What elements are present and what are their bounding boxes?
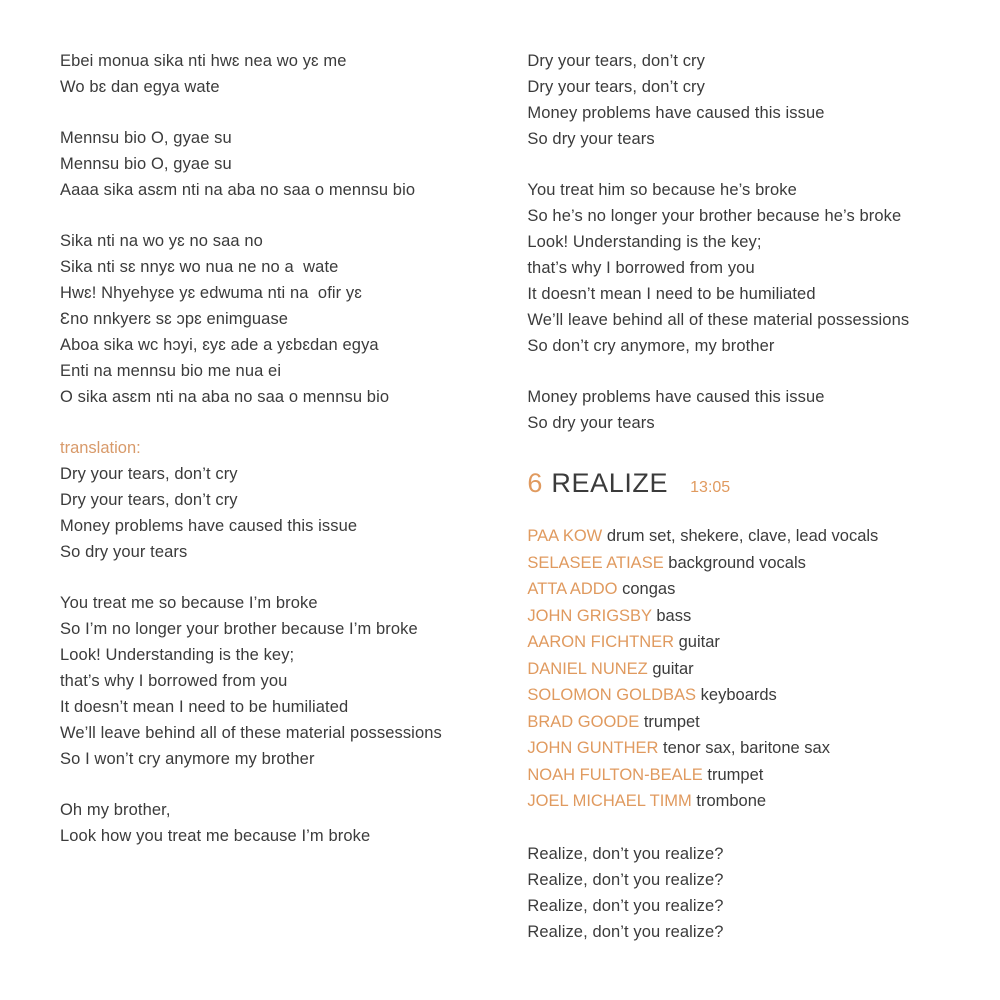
lyric-line: We’ll leave behind all of these material possessions [527,311,910,329]
lyrics-stanza [60,228,455,410]
translation-label: translation: [60,439,141,457]
credit-row [527,682,940,709]
lyric-line: Realize, don’t you realize? [527,922,724,941]
track-number: 6 [527,468,543,498]
lyric-line: Money problems have caused this issue [527,388,825,406]
lyric-line: Enti na mennsu bio me nua ei [60,362,282,380]
lyrics-stanza [527,177,940,359]
credit-row [527,735,940,762]
credit-role: drum set, shekere, clave, lead vocals [606,527,879,545]
lyric-line: O sika asɛm nti na aba no saa o mennsu bio [60,388,390,406]
credit-performer: JOHN GRIGSBY [527,606,652,625]
track-title: REALIZE [551,468,669,498]
credit-role: guitar [652,659,694,678]
lyric-line: Dry your tears, don’t cry [527,78,705,96]
credit-row [527,629,940,656]
lyric-line: So don’t cry anymore, my brother [527,337,775,355]
lyric-line: So he’s no longer your brother because he’s broke [527,207,902,225]
lyric-line: Mennsu bio O, gyae su [60,155,232,173]
credit-row [527,762,940,789]
credit-performer: AARON FICHTNER [527,633,675,651]
translation-line: Look how you treat me because I’m broke [60,827,371,845]
lyric-line: that’s why I borrowed from you [527,259,755,277]
credit-performer: JOEL MICHAEL TIMM [527,792,692,810]
left-column [60,48,455,874]
lyrics-stanza [527,48,940,152]
lyrics-stanza [60,48,455,100]
translation-line: You treat me so because I’m broke [60,594,318,612]
two-column-layout [60,48,940,970]
lyric-line: Hwɛ! Nhyehyɛe yɛ edwuma nti na ofir yɛ [60,284,362,302]
translation-line: Dry your tears, don’t cry [60,465,238,483]
lyric-line: Mennsu bio O, gyae su [60,129,232,147]
translation-line: Oh my brother, [60,801,171,819]
credit-row [527,603,940,630]
lyric-line: Aboa sika wc hɔyi, ɛyɛ ade a yɛbɛdan egya [60,336,379,354]
credit-performer: PAA KOW [527,527,603,545]
credit-performer: DANIEL NUNEZ [527,659,648,678]
translation-line: It doesn’t mean I need to be humiliated [60,698,349,716]
translation-line: So dry your tears [60,543,188,561]
lyric-line: Sika nti sɛ nnyɛ wo nua ne no a wate [60,258,339,276]
credit-row [527,523,940,550]
credit-row [527,576,940,603]
translation-line: So I’m no longer your brother because I’m broke [60,620,418,638]
credit-performer: JOHN GUNTHER [527,739,659,757]
credit-row [527,788,940,815]
lyrics-stanza [527,384,940,436]
credit-row [527,550,940,577]
lyrics-stanza [60,125,455,203]
track-heading [527,470,940,497]
credit-performer: SOLOMON GOLDBAS [527,686,697,704]
lyric-line: Realize, don’t you realize? [527,870,724,889]
track-credits [527,523,940,815]
lyric-line: Aaaa sika asɛm nti na aba no saa o mennsu bio [60,181,416,199]
right-column [527,48,940,970]
lyric-line: Dry your tears, don’t cry [527,52,705,70]
lyric-line: Sika nti na wo yɛ no saa no [60,232,263,250]
credit-role: trumpet [643,712,700,731]
translation-line: that’s why I borrowed from you [60,672,288,690]
credit-role: background vocals [668,553,806,572]
credit-performer: NOAH FULTON-BEALE [527,765,703,784]
credit-performer: SELASEE ATIASE [527,553,664,572]
lyric-line: Realize, don’t you realize? [527,844,724,863]
lyric-line: Look! Understanding is the key; [527,233,762,251]
translation-stanza [60,797,455,849]
translation-block [60,435,455,565]
credit-role: keyboards [700,686,777,704]
translation-line: Money problems have caused this issue [60,517,358,535]
lyric-line: So dry your tears [527,130,655,148]
lyric-line: Ebei monua sika nti hwɛ nea wo yɛ me [60,52,347,70]
credit-row [527,656,940,683]
translation-line: Look! Understanding is the key; [60,646,295,664]
lyric-line: You treat him so because he’s broke [527,181,797,199]
track-duration: 13:05 [690,479,731,496]
credit-role: congas [622,580,676,598]
lyric-line: Money problems have caused this issue [527,104,825,122]
lyric-line: So dry your tears [527,414,655,432]
credit-role: guitar [678,633,720,651]
translation-line: So I won’t cry anymore my brother [60,750,315,768]
credit-row [527,709,940,736]
credit-role: trombone [696,792,767,810]
lyric-line: Wo bɛ dan egya wate [60,78,220,96]
lyric-line: Ɛno nnkyerɛ sɛ ɔpɛ enimguase [60,310,289,328]
lyric-line: It doesn’t mean I need to be humiliated [527,285,816,303]
translation-line: Dry your tears, don’t cry [60,491,238,509]
credit-performer: BRAD GOODE [527,712,640,731]
track-lyrics [527,841,940,945]
credit-role: tenor sax, baritone sax [663,739,830,757]
credit-role: bass [656,606,692,625]
credit-role: trumpet [707,765,764,784]
lyric-line: Realize, don’t you realize? [527,896,724,915]
translation-line: We’ll leave behind all of these material possessions [60,724,442,742]
translation-stanza [60,590,455,772]
credit-performer: ATTA ADDO [527,580,618,598]
